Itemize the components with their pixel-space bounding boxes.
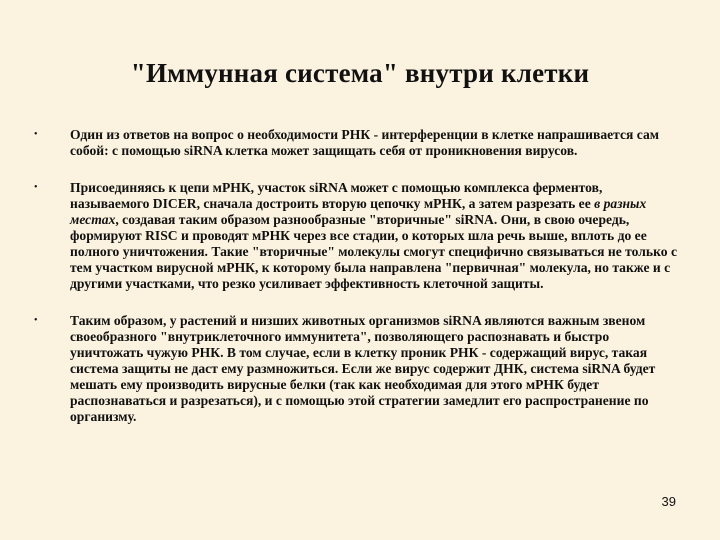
bullet-list [34,127,684,425]
slide-title: "Иммунная система" внутри клетки [130,58,590,88]
bullet-item-3 [34,313,684,425]
bullet-text-italic: в разных местах [70,196,647,227]
bullet-marker: • [34,129,38,140]
bullet-text: Один из ответов на вопрос о необходимости РНК - интерференции в клетке напрашивается сам собой: с помощью siRNA клетка может защищать себя от проникновения вирусов. [70,127,660,158]
bullet-marker: • [34,315,38,326]
bullet-marker: • [34,182,38,193]
page-number: 39 [661,494,676,509]
bullet-text-part-2: , создавая таким образом разнообразные "вторичные" siRNA. Они, в свою очередь, формируют RISC и проводят мРНК через все стадии, о которых шла речь выше, вплоть до ее полного уничтожения. Такие "вторичные" молекулы смогут специфично связываться не только с тем участком вирусной мРНК, к которому была направлена "первичная" молекула, но также и с другими участками, что резко усиливает эффективность клеточной защиты. [70,212,677,291]
bullet-item-2 [34,180,684,292]
bullet-item-1 [34,127,684,159]
bullet-text: Таким образом, у растений и низших животных организмов siRNA являются важным звеном своеобразного "внутриклеточного иммунитета", позволяющего распознавать и быстро уничтожать чужую РНК. В том случае, если в клетку проник РНК - содержащий вирус, такая система защиты не даст ему размножиться. Если же вирус содержит ДНК, система siRNA будет мешать ему производить вирусные белки (так как необходимая для этого мРНК будет распознаваться и разрезаться), и с помощью этой стратегии замедлит его распространение по организму. [70,313,656,424]
bullet-text-part-1: Присоединяясь к цепи мРНК, участок siRNA может с помощью комплекса ферментов, называемого DICER, сначала достроить вторую цепочку мРНК, а затем разрезать ее [70,180,603,211]
